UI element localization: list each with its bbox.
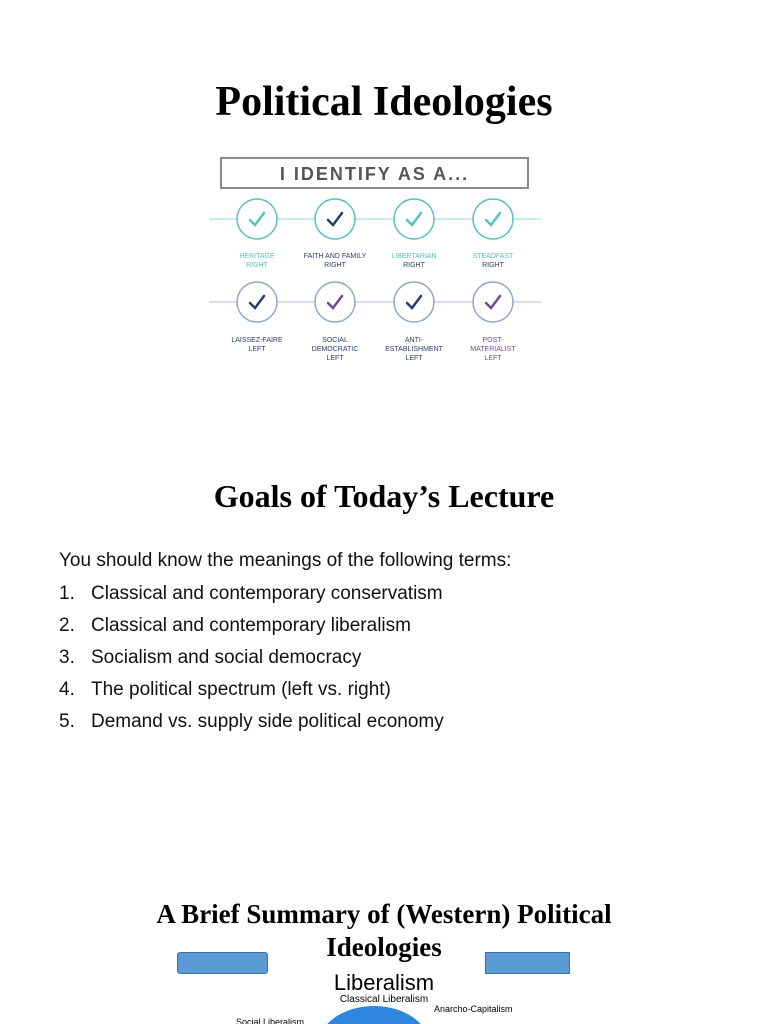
slide-title: Goals of Today’s Lecture — [213, 478, 555, 514]
check-circle-icon — [315, 199, 355, 239]
svg-text:LAISSEZ-FAIRE: LAISSEZ-FAIRE — [231, 337, 283, 344]
svg-text:DEMOCRATIC: DEMOCRATIC — [311, 346, 359, 353]
identity-heritage-right — [237, 199, 277, 269]
svg-text:RIGHT: RIGHT — [482, 262, 504, 269]
svg-text:FAITH AND FAMILY: FAITH AND FAMILY — [303, 253, 367, 260]
svg-text:LEFT: LEFT — [405, 355, 423, 362]
check-circle-icon — [473, 282, 513, 322]
identity-faith-family-right — [304, 199, 367, 269]
svg-text:RIGHT: RIGHT — [246, 262, 268, 269]
svg-text:LEFT: LEFT — [484, 355, 502, 362]
top-row — [237, 199, 514, 269]
ideology-circle — [318, 1006, 430, 1024]
check-circle-icon — [237, 199, 277, 239]
svg-text:STEADFAST: STEADFAST — [472, 253, 514, 260]
list-item: 5. Demand vs. supply side political economy — [59, 711, 444, 732]
check-circle-icon — [394, 282, 434, 322]
list-item: 4. The political spectrum (left vs. right) — [59, 679, 391, 700]
list-item: 1. Classical and contemporary conservatism — [59, 583, 443, 604]
check-circle-icon — [473, 199, 513, 239]
identity-steadfast-right — [473, 199, 515, 269]
social-liberalism-label: Social Liberalism — [236, 1017, 305, 1024]
classical-liberalism-label: Classical Liberalism — [339, 994, 429, 1005]
slide-goals — [0, 400, 768, 860]
goals-intro: You should know the meanings of the following terms: — [59, 550, 512, 571]
identity-anti-establishment-left — [385, 282, 444, 362]
check-circle-icon — [315, 282, 355, 322]
svg-text:POST-: POST- — [482, 337, 504, 344]
identity-libertarian-right — [391, 199, 436, 269]
liberalism-label: Liberalism — [333, 970, 435, 995]
svg-text:ESTABLISHMENT: ESTABLISHMENT — [385, 346, 443, 353]
identity-laissez-faire-left — [231, 282, 283, 353]
graphic-heading: I IDENTIFY AS A... — [279, 164, 470, 184]
svg-text:LEFT: LEFT — [248, 346, 266, 353]
slide-title: Political Ideologies — [215, 79, 553, 125]
slide-title: A Brief Summary of (Western) Political Ideologies — [156, 899, 612, 962]
identity-post-materialist-left — [470, 282, 516, 362]
list-item: 3. Socialism and social democracy — [59, 647, 362, 668]
identity-social-democratic-left — [312, 282, 359, 362]
svg-text:MATERIALIST: MATERIALIST — [470, 346, 516, 353]
list-item: 2. Classical and contemporary liberalism — [59, 615, 411, 636]
check-circle-icon — [237, 282, 277, 322]
check-circle-icon — [394, 199, 434, 239]
svg-text:RIGHT: RIGHT — [324, 262, 346, 269]
svg-text:LIBERTARIAN: LIBERTARIAN — [391, 253, 437, 260]
svg-text:RIGHT: RIGHT — [403, 262, 425, 269]
svg-text:LEFT: LEFT — [326, 355, 344, 362]
svg-text:ANTI-: ANTI- — [404, 337, 424, 344]
slide-political-ideologies — [0, 0, 768, 400]
identify-as-graphic — [205, 152, 545, 372]
svg-text:HERITAGE: HERITAGE — [239, 253, 275, 260]
anarcho-capitalism-label: Anarcho-Capitalism — [434, 1004, 513, 1014]
bottom-row — [231, 282, 516, 362]
svg-text:SOCIAL: SOCIAL — [322, 337, 348, 344]
slide-summary — [0, 860, 768, 1024]
goals-list — [59, 583, 444, 743]
